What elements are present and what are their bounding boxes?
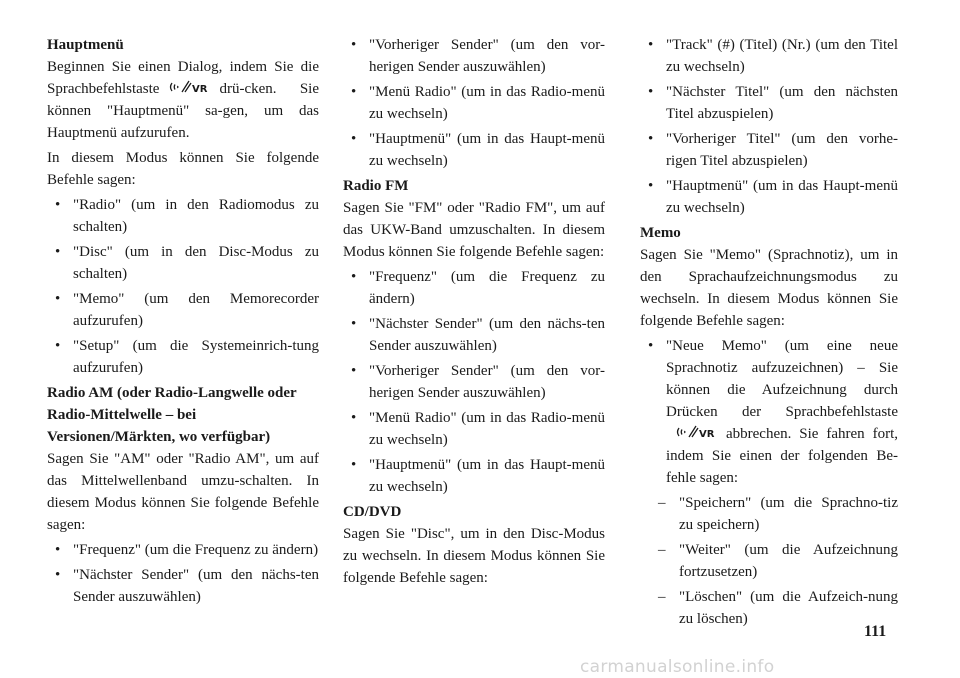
- list-subitem: – "Weiter" (um die Aufzeichnung fortzusetzen): [640, 539, 898, 583]
- section-heading-memo: Memo: [640, 225, 681, 241]
- paragraph-intro-part-a: Beginnen Sie einen Dialog, indem Sie die Sprachbefehlstaste: [47, 59, 319, 97]
- voice-recognition-icon: [676, 425, 720, 439]
- column-2: [343, 34, 605, 589]
- list-subitem: – "Speichern" (um die Sprachno-tiz zu speichern): [640, 492, 898, 536]
- list-item-neue-memo: [640, 335, 898, 489]
- voice-recognition-icon: [169, 80, 213, 94]
- paragraph-intro: [47, 56, 319, 144]
- list-item: • "Hauptmenü" (um in das Haupt-menü zu wechseln): [343, 454, 605, 498]
- section-heading-radio-fm: Radio FM: [343, 178, 409, 194]
- list-item: • "Setup" (um die Systemeinrich-tung aufzurufen): [47, 335, 319, 379]
- list-item: • "Nächster Sender" (um den nächs-ten Sender auszuwählen): [47, 564, 319, 608]
- list-item: • "Radio" (um in den Radiomodus zu schalten): [47, 194, 319, 238]
- memo-command-list: [640, 335, 898, 630]
- list-item: • "Hauptmenü" (um in das Haupt-menü zu wechseln): [640, 175, 898, 219]
- list-item: • "Menü Radio" (um in das Radio-menü zu wechseln): [343, 407, 605, 451]
- list-item: • "Frequenz" (um die Frequenz zu ändern): [343, 266, 605, 310]
- list-item: • "Vorheriger Sender" (um den vor-herigen Sender auszuwählen): [343, 360, 605, 404]
- list-subitem: – "Löschen" (um die Aufzeich-nung zu löschen): [640, 586, 898, 630]
- list-item: • "Memo" (um den Memorecorder aufzurufen): [47, 288, 319, 332]
- list-item: • "Vorheriger Titel" (um den vorhe-rigen Titel abzuspielen): [640, 128, 898, 172]
- list-item: • "Track" (#) (Titel) (Nr.) (um den Titel zu wechseln): [640, 34, 898, 78]
- watermark: carmanualsonline.info: [580, 657, 775, 677]
- list-item: • "Nächster Sender" (um den nächs-ten Sender auszuwählen): [343, 313, 605, 357]
- list-item: • "Nächster Titel" (um den nächsten Titel abzuspielen): [640, 81, 898, 125]
- list-item: • "Menü Radio" (um in das Radio-menü zu wechseln): [343, 81, 605, 125]
- column-1: [47, 34, 319, 611]
- svg-text:VR: VR: [699, 429, 715, 439]
- paragraph-radio-am: Sagen Sie "AM" oder "Radio AM", um auf das Mittelwellenband umzu-schalten. In diesem Modus können Sie folgende Befehle sagen:: [47, 451, 319, 533]
- fm-command-list: [343, 266, 605, 498]
- paragraph-memo: Sagen Sie "Memo" (Sprachnotiz), um in den Sprachaufzeichnungsmodus zu wechseln. In diesem Modus können Sie folgende Befehle sagen:: [640, 247, 898, 329]
- svg-text:VR: VR: [192, 84, 208, 94]
- am-command-list-continued: [343, 34, 605, 172]
- list-item: • "Hauptmenü" (um in das Haupt-menü zu wechseln): [343, 128, 605, 172]
- list-item: • "Vorheriger Sender" (um den vor-herigen Sender auszuwählen): [343, 34, 605, 78]
- list-item: • "Disc" (um in den Disc-Modus zu schalten): [47, 241, 319, 285]
- section-heading-radio-am: Radio AM (oder Radio-Langwelle oder Radio-Mittelwelle – bei Versionen/Märkten, wo verfügbar): [47, 385, 297, 445]
- paragraph-modus: In diesem Modus können Sie folgende Befehle sagen:: [47, 150, 319, 188]
- am-command-list: [47, 539, 319, 608]
- paragraph-cd-dvd: Sagen Sie "Disc", um in den Disc-Modus zu wechseln. In diesem Modus können Sie folgende Befehle sagen:: [343, 526, 605, 586]
- section-heading-cd-dvd: CD/DVD: [343, 504, 402, 520]
- neue-memo-part-a: "Neue Memo" (um eine neue Sprachnotiz aufzuzeichnen) – Sie können die Aufzeichnung durch Drücken der Sprachbefehlstaste: [666, 338, 898, 420]
- cd-command-list: [640, 34, 898, 219]
- main-command-list: [47, 194, 319, 379]
- paragraph-intro-part-b: drü-cken. Sie können "Hauptmenü" sa-gen, um das Hauptmenü aufzurufen.: [47, 81, 319, 141]
- section-heading-hauptmenue: Hauptmenü: [47, 37, 124, 53]
- page-number: 111: [864, 623, 887, 640]
- paragraph-radio-fm: Sagen Sie "FM" oder "Radio FM", um auf das UKW-Band umzuschalten. In diesem Modus können Sie folgende Befehle sagen:: [343, 200, 605, 260]
- list-item: • "Frequenz" (um die Frequenz zu ändern): [47, 539, 319, 561]
- neue-memo-part-b: abbrechen. Sie fahren fort, indem Sie einen der folgenden Be-fehle sagen:: [666, 426, 898, 486]
- column-3: [640, 34, 898, 633]
